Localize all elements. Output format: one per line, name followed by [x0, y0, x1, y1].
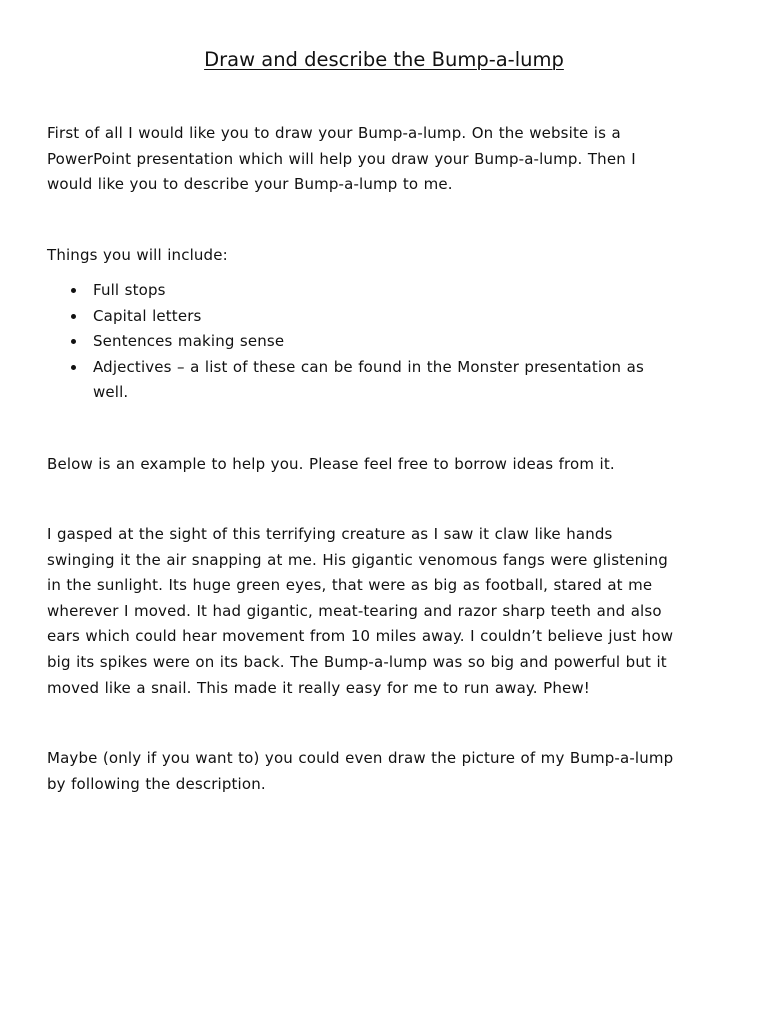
intro-line: First of all I would like you to draw your Bump-a-lump. On the website is a [47, 124, 621, 142]
example-lead: Below is an example to help you. Please feel free to borrow ideas from it. [47, 455, 615, 473]
document-title [0, 47, 768, 73]
include-heading: Things you will include: [47, 246, 228, 264]
intro-line: would like you to describe your Bump-a-lump to me. [47, 175, 453, 194]
list-item-text-continued: well. [93, 383, 129, 402]
list-item-text: Capital letters [93, 306, 202, 325]
bullet-dot-icon [71, 288, 76, 293]
bullet-dot-icon [71, 365, 76, 370]
maybe-paragraph [47, 746, 727, 797]
example-paragraph [47, 522, 727, 701]
example-line: swinging it the air snapping at me. His gigantic venomous fangs were glistening [47, 550, 668, 569]
bullet-dot-icon [71, 314, 76, 319]
document-title-text: Draw and describe the Bump-a-lump [204, 48, 564, 71]
list-item [47, 355, 727, 406]
example-line: big its spikes were on its back. The Bump-a-lump was so big and powerful but it [47, 652, 667, 671]
maybe-line: Maybe (only if you want to) you could even draw the picture of my Bump-a-lump [47, 749, 674, 767]
maybe-line: by following the description. [47, 774, 266, 793]
list-item-text: Adjectives – a list of these can be found in the Monster presentation as [93, 357, 644, 376]
example-line: moved like a snail. This made it really easy for me to run away. Phew! [47, 678, 590, 697]
list-item-text: Sentences making sense [93, 332, 285, 351]
example-line: I gasped at the sight of this terrifying creature as I saw it claw like hands [47, 525, 613, 543]
list-item-text: Full stops [93, 281, 166, 299]
list-item [47, 329, 727, 355]
example-line: ears which could hear movement from 10 miles away. I couldn’t believe just how [47, 627, 674, 646]
intro-line: PowerPoint presentation which will help you draw your Bump-a-lump. Then I [47, 149, 636, 168]
intro-paragraph [47, 121, 727, 198]
list-item [47, 304, 727, 330]
list-item [47, 278, 727, 304]
example-line: wherever I moved. It had gigantic, meat-tearing and razor sharp teeth and also [47, 601, 662, 620]
bullet-dot-icon [71, 339, 76, 344]
example-line: in the sunlight. Its huge green eyes, that were as big as football, stared at me [47, 576, 653, 595]
include-list [47, 278, 727, 406]
